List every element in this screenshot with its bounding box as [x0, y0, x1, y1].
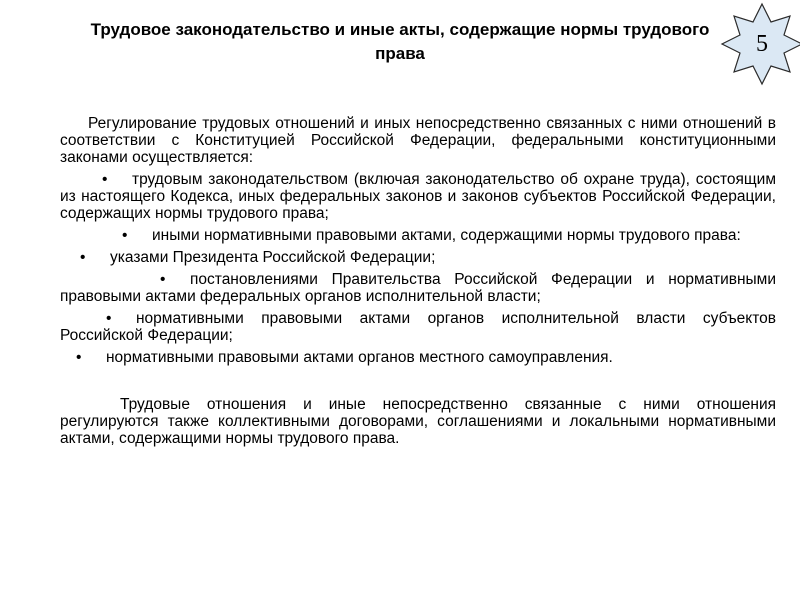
page-number-badge [720, 2, 800, 86]
slide-body [30, 115, 776, 447]
list-item-text: постановлениями Правительства Российской Федерации и нормативными правовыми актами федеральных органов исполнительной власти; [60, 271, 776, 305]
bullet-icon: • [80, 249, 86, 266]
closing-paragraph: Трудовые отношения и иные непосредственно связанные с ними отношения регулируются также коллективными договорами, соглашениями и локальными нормативными актами, содержащими нормы трудового права. [60, 396, 776, 447]
list-item-text: нормативными правовыми актами органов местного самоуправления. [106, 349, 613, 366]
page-number: 5 [756, 31, 768, 57]
list-item [60, 171, 776, 222]
list-item [60, 310, 776, 344]
list-item [60, 249, 776, 266]
list-item-text: указами Президента Российской Федерации; [110, 249, 436, 266]
list-item [60, 271, 776, 305]
list-item-text: нормативными правовыми актами органов исполнительной власти субъектов Российской Федерации; [60, 310, 776, 344]
bullet-icon: • [106, 310, 112, 327]
slide-title: Трудовое законодательство и иные акты, содержащие нормы трудового права [90, 20, 710, 63]
intro-paragraph: Регулирование трудовых отношений и иных непосредственно связанных с ними отношений в соответствии с Конституцией Российской Федерации, федеральными конституционными законами осуществляется: [60, 115, 776, 166]
list-item-text: иными нормативными правовыми актами, содержащими нормы трудового права: [152, 227, 741, 244]
bullet-icon: • [122, 227, 128, 244]
bullet-icon: • [76, 349, 82, 366]
bullet-icon: • [160, 271, 166, 288]
bullet-icon: • [102, 171, 108, 188]
list-item [60, 349, 776, 366]
list-item [60, 227, 776, 244]
list-item-text: трудовым законодательством (включая законодательство об охране труда), состоящим из настоящего Кодекса, иных федеральных законов и законов субъектов Российской Федерации, содержащих нормы трудового права; [60, 171, 776, 222]
